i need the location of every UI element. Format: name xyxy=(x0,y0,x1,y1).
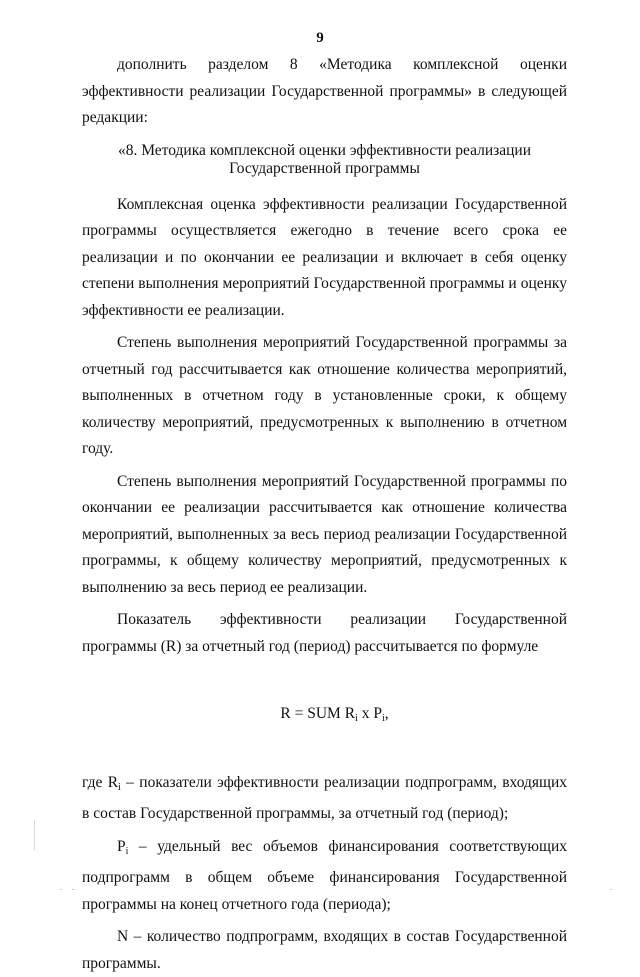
scan-dot xyxy=(610,889,612,890)
definition-pi-prefix: P xyxy=(117,837,126,855)
formula-mid: x P xyxy=(357,705,382,722)
page-number: 9 xyxy=(316,30,324,46)
efficiency-formula xyxy=(82,701,567,733)
paragraph-complex-assessment: Комплексная оценка эффективности реализации Государственной программы осуществляется ежегодно в течение всего срока ее реализации и по окончании ее реализации и включает в себя оценку степени выполнения мероприятий Государственной программы и оценку эффективности ее реализации. xyxy=(82,195,567,319)
formula-tail: , xyxy=(384,705,389,722)
formula-subscript-1: i xyxy=(355,713,358,724)
paragraph-final-degree: Степень выполнения мероприятий Государственной программы по окончании ее реализации рассчитывается как отношение количества мероприятий, выполненных за весь период реализации Государственной программы, к общему количеству мероприятий, предусмотренных к выполнению за весь период ее реализации. xyxy=(82,472,567,596)
definition-ri-subscript: i xyxy=(118,781,121,793)
scan-dot xyxy=(60,889,62,890)
paragraph-yearly-degree: Степень выполнения мероприятий Государственной программы за отчетный год рассчитывается как отношение количества мероприятий, выполненных в отчетном году в установленные сроки, к общему количеству мероприятий, предусмотренных к выполнению в отчетном году. xyxy=(82,334,567,457)
definition-pi-subscript: i xyxy=(125,845,129,857)
definition-ri xyxy=(82,770,567,828)
scan-margin-mark xyxy=(34,820,35,850)
page-content xyxy=(82,52,567,977)
paragraph-efficiency-indicator: Показатель эффективности реализации Государственной программы (R) за отчетный год (период) рассчитывается по формуле xyxy=(82,611,567,655)
definition-ri-prefix: где R xyxy=(82,773,119,791)
scan-dot xyxy=(72,889,74,890)
section-heading-line-2: Государственной программы xyxy=(229,159,420,177)
definition-pi-text: – удельный вес объемов финансирования соответствующих подпрограмм в общем объеме финансирования Государственной программы на конец отчетного года (периода); xyxy=(82,837,567,913)
definition-n: N – количество подпрограмм, входящих в состав Государственной программы. xyxy=(82,928,567,972)
definition-ri-text: – показатели эффективности реализации подпрограмм, входящих в состав Государственной программы, за отчетный год (период); xyxy=(82,773,567,822)
formula-lhs: R = SUM R xyxy=(280,705,356,722)
formula-subscript-2: i xyxy=(381,713,385,724)
section-heading-line-1: «8. Методика комплексной оценки эффективности реализации xyxy=(117,141,532,159)
intro-paragraph: дополнить разделом 8 «Методика комплексной оценки эффективности реализации Государственной программы» в следующей редакции: xyxy=(82,56,567,126)
definition-pi xyxy=(82,834,567,919)
section-heading xyxy=(82,142,567,178)
